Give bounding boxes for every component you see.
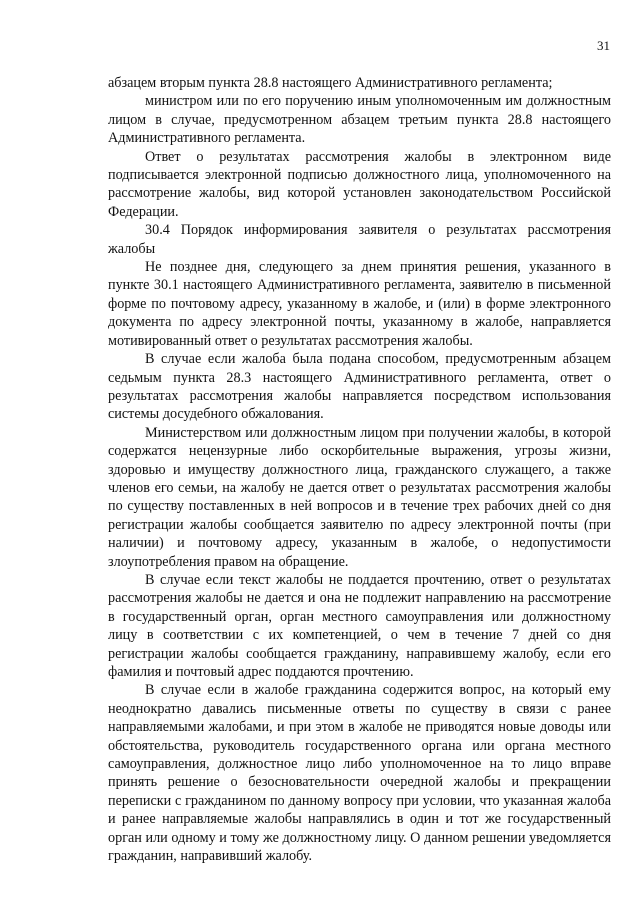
paragraph: В случае если текст жалобы не поддается прочтению, ответ о результатах рассмотрения жалобы не дается и она не подлежит направлению на рассмотрение в государственный орган, орган местного самоуправления или должностному лицу в соответствии с их компетенцией, о чем в течение 7 дней со дня регистрации жалобы сообщается гражданину, направившему жалобу, если его фамилия и почтовый адрес поддаются прочтению.: [108, 571, 611, 680]
paragraph: В случае если в жалобе гражданина содержится вопрос, на который ему неоднократно давались письменные ответы по существу в связи с ранее направляемыми жалобами, и при этом в жалобе не приводятся новые доводы или обстоятельства, руководитель государственного органа или органа местного самоуправления, должностное лицо либо уполномоченное на то лицо вправе принять решение о безосновательности очередной жалобы и прекращении переписки с гражданином по данному вопросу при условии, что указанная жалоба и ранее направляемые жалобы направлялись в один и тот же государственный орган или одному и тому же должностному лицу. О данном решении уведомляется гражданин, направивший жалобу.: [108, 682, 611, 865]
page-number: 31: [597, 38, 610, 53]
paragraph: Министерством или должностным лицом при получении жалобы, в которой содержатся нецензурные либо оскорбительные выражения, угрозы жизни, здоровью и имуществу должностного лица, гражданского служащего, а также членов его семьи, на жалобу не дается ответ о результатах рассмотрения жалобы по существу поставленных в ней вопросов и в течение трех рабочих дней со дня регистрации жалобы сообщается заявителю по адресу электронной почты (при наличии) и почтовому адресу, указанным в жалобе, о недопустимости злоупотребления правом на обращение.: [108, 424, 611, 570]
section-heading: 30.4 Порядок информирования заявителя о результатах рассмотрения жалобы: [108, 222, 611, 257]
document-body: [108, 74, 611, 865]
paragraph: абзацем вторым пункта 28.8 настоящего Административного регламента;: [108, 75, 553, 91]
paragraph: Ответ о результатах рассмотрения жалобы в электронном виде подписывается электронной подписью должностного лица, уполномоченного на рассмотрение жалобы, вид которой установлен законодательством Российской Федерации.: [108, 148, 611, 220]
paragraph: министром или по его поручению иным уполномоченным им должностным лицом в случае, предусмотренном абзацем третьим пункта 28.8 настоящего Административного регламента.: [108, 93, 611, 147]
paragraph: В случае если жалоба была подана способом, предусмотренным абзацем седьмым пункта 28.3 настоящего Административного регламента, ответ о результатах рассмотрения жалобы направляется посредством использования системы досудебного обжалования.: [108, 351, 611, 423]
paragraph: Не позднее дня, следующего за днем принятия решения, указанного в пункте 30.1 настоящего Административного регламента, заявителю в письменной форме по почтовому адресу, указанному в жалобе, и (или) в форме электронного документа по адресу электронной почты, указанному в жалобе, направляется мотивированный ответ о результатах рассмотрения жалобы.: [108, 259, 611, 349]
